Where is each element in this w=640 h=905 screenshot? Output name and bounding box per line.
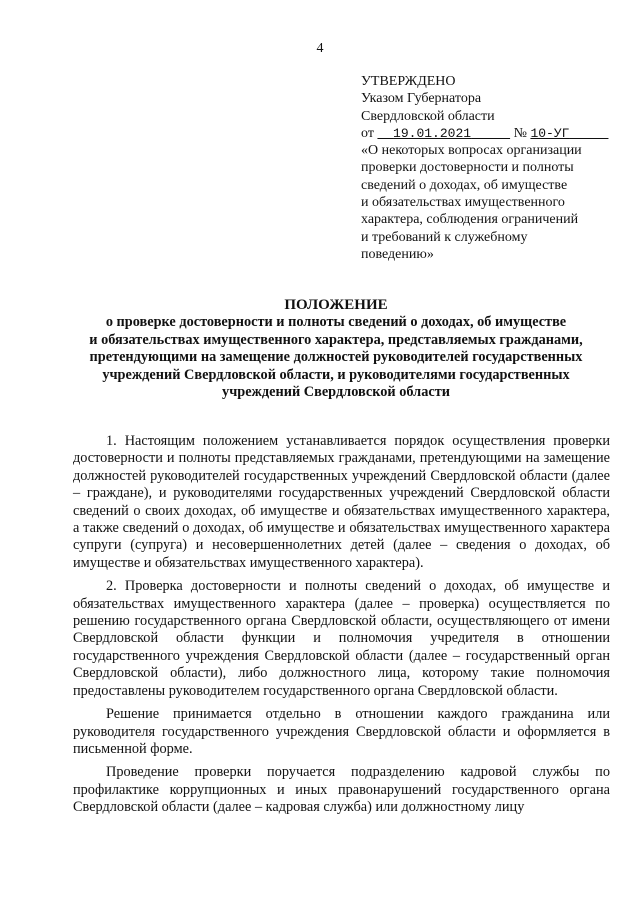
approval-date: 19.01.2021	[393, 125, 472, 141]
subtitle-line: учреждений Свердловской области, и руководителями государственных	[102, 366, 570, 383]
document-title: ПОЛОЖЕНИЕ	[284, 297, 388, 313]
approval-number: 10-УГ	[530, 125, 570, 141]
page-number: 4	[316, 41, 324, 56]
approval-desc-line: «О некоторых вопросах организации	[361, 143, 582, 159]
paragraph-3: Решение принимается отдельно в отношении каждого гражданина или руководителя государственного учреждения Свердловской области и оформляется в письменной форме.	[73, 706, 610, 757]
paragraph-2: 2. Проверка достоверности и полноты сведений о доходах, об имуществе и обязательствах имущественного характера (далее – проверка) осуществляется по решению государственного органа Свердловской области, осуществляющего от имени Свердловской области функции и полномочия учредителя в отношении государственного учреждения Свердловской области (далее – государственный орган Свердловской области), либо должностного лица, которому такие полномочия предоставлены руководителем государственного органа Свердловской области.	[73, 578, 610, 699]
subtitle-line: претендующими на замещение должностей руководителей государственных	[89, 349, 583, 366]
approval-description	[361, 142, 611, 263]
subtitle-line: учреждений Свердловской области	[222, 384, 450, 401]
approval-desc-line: характера, соблюдения ограничений	[361, 212, 579, 228]
approval-desc-line: поведению»	[361, 246, 434, 262]
approval-line-2: Свердловской области	[361, 108, 495, 124]
approval-line-1: Указом Губернатора	[361, 91, 482, 107]
approval-heading: УТВЕРЖДЕНО	[361, 74, 456, 89]
number-prefix: №	[513, 125, 527, 141]
subtitle-line: и обязательствах имущественного характера, представляемых гражданами,	[89, 331, 583, 348]
approval-desc-line: проверки достоверности и полноты	[361, 160, 574, 176]
approval-desc-line: сведений о доходах, об имуществе	[361, 177, 568, 193]
approval-stamp	[361, 73, 611, 263]
approval-desc-line: и обязательствах имущественного	[361, 195, 565, 211]
document-body	[73, 433, 610, 823]
approval-desc-line: и требований к служебному	[361, 229, 528, 245]
subtitle-line: о проверке достоверности и полноты сведений о доходах, об имуществе	[105, 314, 567, 330]
document-subtitle	[62, 314, 610, 402]
approval-date-row	[361, 125, 611, 142]
document-title-block	[62, 296, 610, 402]
date-prefix: от	[361, 125, 374, 141]
paragraph-1: 1. Настоящим положением устанавливается порядок осуществления проверки достоверности и полноты представляемых гражданами, претендующими на замещение должностей руководителей государственных учреждений Свердловской области (далее – граждане), и руководителями государственных учреждений Свердловской области сведений о своих доходах, об имуществе и обязательствах имущественного характера, а также сведений о доходах, об имуществе и обязательствах имущественного характера супруги (супруга) и несовершеннолетних детей (далее – сведения о доходах, об имуществе и обязательствах имущественного характера).	[73, 433, 610, 571]
paragraph-4: Проведение проверки поручается подразделению кадровой службы по профилактике коррупционных и иных правонарушений государственного органа Свердловской области (далее – кадровая служба) или должностному лицу	[73, 764, 610, 816]
